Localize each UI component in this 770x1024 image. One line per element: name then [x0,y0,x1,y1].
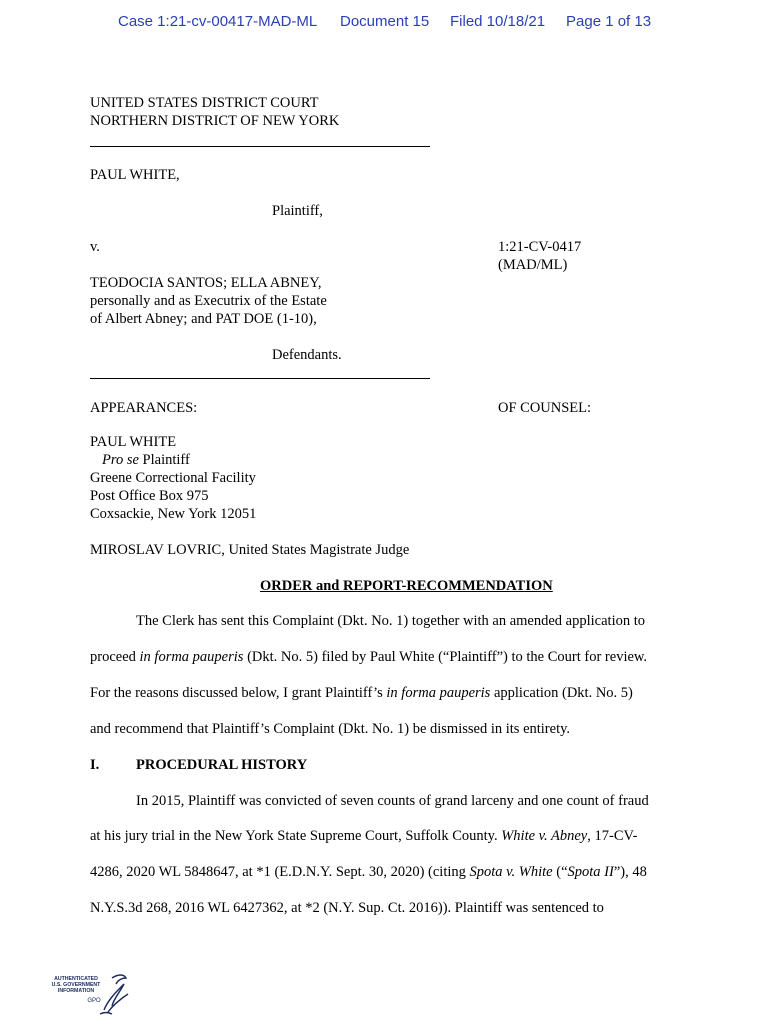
italic-text: Spota v. White [469,864,553,880]
body-text: at his jury trial in the New York State Supreme Court, Suffolk County. [90,828,502,844]
body-text: (“ [552,864,568,880]
logo-text: U.S. GOVERNMENT [51,982,101,988]
page-number-header: Page 1 of 13 [566,13,652,30]
body-text: , 17-CV- [587,828,638,844]
defendants-line: TEODOCIA SANTOS; ELLA ABNEY, [90,275,322,291]
address-line: Post Office Box 975 [90,488,209,504]
body-text: application (Dkt. No. 5) [490,685,633,701]
plaintiff-name: PAUL WHITE, [90,167,180,183]
logo-text: INFORMATION [57,988,95,994]
caption-rule-bottom [90,378,430,379]
body-text: ”), 48 [613,864,647,880]
logo-text: GPO [87,998,101,1004]
defendants-label: Defendants. [272,347,342,363]
pro-se-text: Pro se [102,452,139,468]
body-line [90,827,680,845]
of-counsel-label: OF COUNSEL: [498,400,592,416]
party-name: PAUL WHITE [90,434,177,450]
defendants-line: of Albert Abney; and PAT DOE (1-10), [90,311,317,327]
judge-initials: (MAD/ML) [498,257,568,273]
body-text: (Dkt. No. 5) filed by Paul White (“Plaintiff”) to the Court for review. [243,649,648,665]
body-line [90,684,680,702]
italic-text: White v. Abney [501,828,588,844]
body-line: The Clerk has sent this Complaint (Dkt. No. 1) together with an amended application to [136,613,646,629]
party-role-text: Plaintiff [138,452,190,468]
case-number-header: Case 1:21-cv-00417-MAD-ML [118,13,318,30]
address-line: Greene Correctional Facility [90,470,256,486]
section-heading: PROCEDURAL HISTORY [136,757,308,773]
plaintiff-label: Plaintiff, [272,203,323,219]
body-line: and recommend that Plaintiff’s Complaint (Dkt. No. 1) be dismissed in its entirety. [90,721,571,737]
section-number: I. [90,757,100,773]
body-text: proceed [90,649,140,665]
party-role [102,451,190,469]
italic-text: in forma pauperis [139,649,244,665]
judge-name: MIROSLAV LOVRIC, United States Magistrate Judge [90,542,410,558]
body-text: For the reasons discussed below, I grant Plaintiff’s [90,685,387,701]
body-line [90,648,680,666]
italic-text: in forma pauperis [386,685,491,701]
order-title: ORDER and REPORT-RECOMMENDATION [260,578,553,594]
logo-text: AUTHENTICATED [54,976,98,982]
case-number: 1:21-CV-0417 [498,239,582,255]
appearances-label: APPEARANCES: [90,400,198,416]
italic-text: Spota II [567,864,614,880]
filed-date-header: Filed 10/18/21 [450,13,546,30]
versus: v. [90,239,100,255]
eagle-icon [100,975,128,1014]
body-line: In 2015, Plaintiff was convicted of seven counts of grand larceny and one count of fraud [136,793,649,809]
district-name: NORTHERN DISTRICT OF NEW YORK [90,113,340,129]
court-name: UNITED STATES DISTRICT COURT [90,95,319,111]
body-line [90,863,680,881]
body-text: 4286, 2020 WL 5848647, at *1 (E.D.N.Y. Sept. 30, 2020) (citing [90,864,470,880]
body-line: N.Y.S.3d 268, 2016 WL 6427362, at *2 (N.Y. Sup. Ct. 2016)). Plaintiff was sentenced to [90,900,604,916]
gpo-authentication-logo [42,968,132,1018]
caption-rule-top [90,146,430,147]
defendants-line: personally and as Executrix of the Estate [90,293,327,309]
document-number-header: Document 15 [340,13,430,30]
address-line: Coxsackie, New York 12051 [90,506,257,522]
